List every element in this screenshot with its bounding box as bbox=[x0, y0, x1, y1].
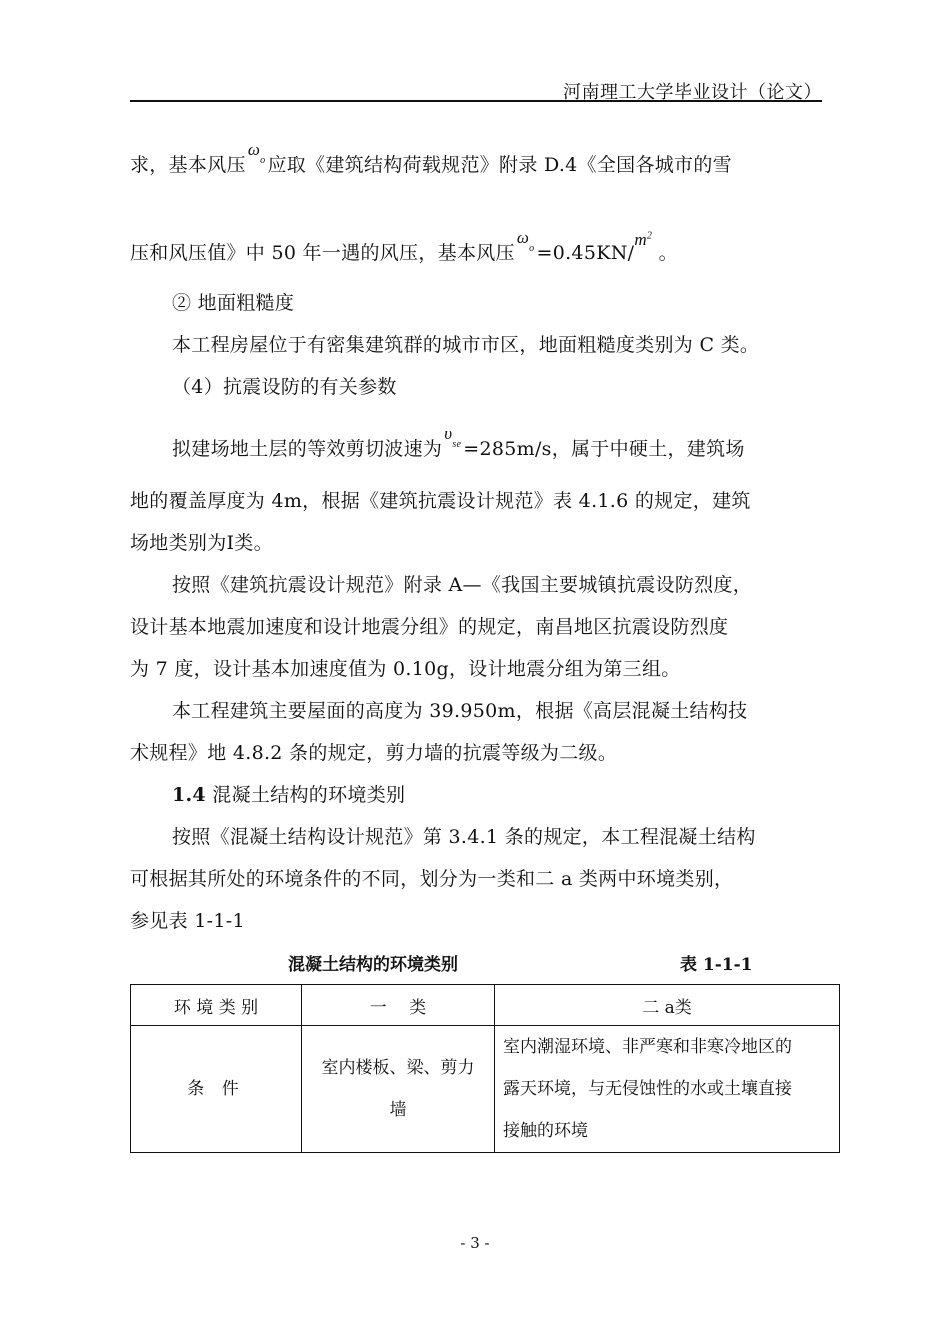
paragraph-line: 本工程建筑主要屋面的高度为 39.950m，根据《高层混凝土结构技 bbox=[172, 700, 748, 722]
table-header-row bbox=[131, 985, 840, 1026]
page-number: - 3 - bbox=[460, 1234, 490, 1252]
header-rule bbox=[130, 100, 822, 102]
table-header-cell: 二 a类 bbox=[495, 985, 840, 1026]
table-cell bbox=[302, 1026, 495, 1153]
unit-m-squared bbox=[634, 230, 652, 249]
cell-line: 接触的环境 bbox=[503, 1121, 588, 1141]
table-cell bbox=[495, 1026, 840, 1153]
text-span: =0.45KN/ bbox=[536, 242, 635, 264]
upsilon-glyph: υ bbox=[444, 424, 453, 443]
table-header-cell: 环 境 类 别 bbox=[131, 985, 302, 1026]
paragraph-line: 地的覆盖厚度为 4m，根据《建筑抗震设计规范》表 4.1.6 的规定，建筑 bbox=[130, 490, 751, 512]
page-header-title: 河南理工大学毕业设计（论文） bbox=[563, 82, 822, 103]
cell-line: 露天环境，与无侵蚀性的水或土壤直接 bbox=[503, 1079, 792, 1099]
section-title: 混凝土结构的环境类别 bbox=[205, 784, 406, 806]
paragraph-line: 场地类别为Ⅰ类。 bbox=[130, 532, 273, 554]
omega-subscript: o bbox=[529, 243, 535, 255]
subheading: （4）抗震设防的有关参数 bbox=[172, 376, 397, 398]
paragraph-line bbox=[172, 424, 745, 462]
omega-symbol bbox=[516, 228, 535, 255]
cell-line: 室内楼板、梁、剪力 bbox=[321, 1058, 475, 1078]
paragraph-line: 设计基本地震加速度和设计地震分组》的规定，南昌地区抗震设防烈度 bbox=[130, 616, 729, 638]
paragraph-line: 可根据其所处的环境条件的不同，划分为一类和二 a 类两中环境类别， bbox=[130, 868, 734, 890]
omega-symbol bbox=[247, 140, 266, 167]
paragraph-line bbox=[130, 140, 732, 178]
unit-m: m bbox=[634, 230, 647, 249]
cell-line: 室内潮湿环境、非严寒和非寒冷地区的 bbox=[503, 1037, 792, 1057]
paragraph-line: 本工程房屋位于有密集建筑群的城市市区，地面粗糙度类别为 C 类。 bbox=[172, 334, 760, 356]
paragraph-line: 按照《混凝土结构设计规范》第 3.4.1 条的规定，本工程混凝土结构 bbox=[172, 826, 756, 848]
text-span: 压和风压值》中 50 年一遇的风压，基本风压 bbox=[130, 242, 515, 264]
unit-exponent: 2 bbox=[646, 230, 653, 242]
table-number: 表 1-1-1 bbox=[680, 955, 753, 975]
cell-line: 墙 bbox=[389, 1100, 407, 1120]
table-header-cell: 一 类 bbox=[302, 985, 495, 1026]
text-span: 应取《建筑结构荷载规范》附录 D.4《全国各城市的雪 bbox=[267, 154, 732, 176]
upsilon-symbol bbox=[444, 424, 462, 451]
upsilon-subscript: se bbox=[452, 439, 462, 451]
table-row-label: 条 件 bbox=[131, 1026, 302, 1153]
section-heading bbox=[172, 780, 405, 807]
text-span: 拟建场地土层的等效剪切波速为 bbox=[172, 438, 443, 460]
section-number: 1.4 bbox=[172, 784, 206, 806]
table-row bbox=[131, 1026, 840, 1153]
text-span: =285m/s，属于中硬土，建筑场 bbox=[463, 438, 745, 460]
subheading: ② 地面粗糙度 bbox=[172, 292, 295, 314]
paragraph-line: 参见表 1-1-1 bbox=[130, 910, 245, 932]
paragraph-line bbox=[130, 228, 678, 266]
omega-glyph: ω bbox=[247, 140, 261, 159]
environment-category-table bbox=[130, 984, 840, 1153]
paragraph-line: 为 7 度，设计基本加速度值为 0.10g，设计地震分组为第三组。 bbox=[130, 658, 681, 680]
omega-glyph: ω bbox=[516, 228, 530, 247]
paragraph-line: 按照《建筑抗震设计规范》附录 A—《我国主要城镇抗震设防烈度， bbox=[172, 574, 753, 596]
text-span: 求，基本风压 bbox=[130, 154, 246, 176]
omega-subscript: o bbox=[260, 155, 266, 167]
text-span: 。 bbox=[658, 242, 678, 264]
table-caption: 混凝土结构的环境类别 bbox=[288, 955, 458, 975]
paragraph-line: 术规程》地 4.8.2 条的规定，剪力墙的抗震等级为二级。 bbox=[130, 742, 618, 764]
